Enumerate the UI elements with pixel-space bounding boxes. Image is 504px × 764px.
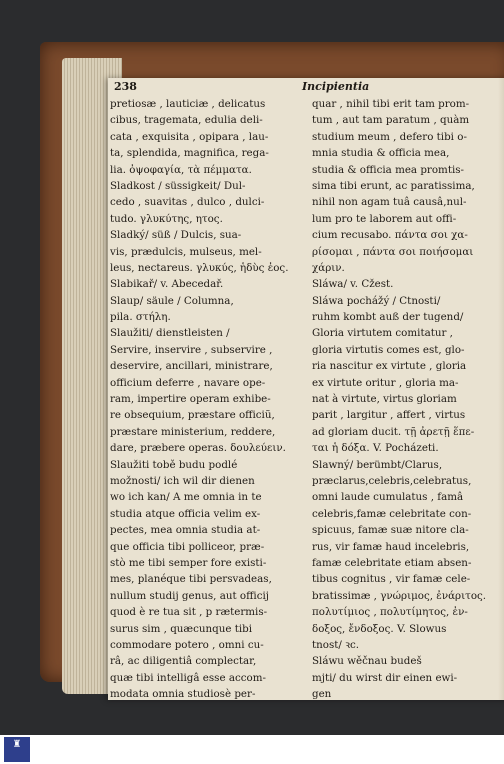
text-line: cibus, tragemata, edulia deli- [110, 114, 263, 127]
text-line: πολυτίμιος , πολυτίμητος, ἐν- [312, 606, 468, 619]
text-line: bratissimæ , γνώριμος, ἐνάριτος. [312, 589, 487, 602]
text-line: ex virtute oritur , gloria ma- [312, 376, 459, 389]
text-line: pila. στήλη. [110, 311, 171, 324]
text-line: ρίσομαι , πάντα σοι ποιήσομαι [312, 245, 474, 258]
text-line: parit , largitur , affert , virtus [312, 409, 466, 422]
text-line: Slabikař/ v. Abecedař. [110, 278, 224, 291]
text-line: lum pro te laborem aut offi- [312, 212, 457, 225]
text-line: tudo. γλυκύτης, ητος. [110, 212, 223, 225]
text-line: Gloria virtutem comitatur , [312, 327, 453, 340]
left-column [110, 96, 310, 702]
text-line: wo ich kan/ A me omnia in te [110, 491, 262, 504]
text-line: Sláwa/ v. Cžest. [312, 278, 394, 291]
right-column [312, 96, 504, 702]
text-line: omni laude cumulatus , famâ [312, 491, 464, 504]
library-logo [4, 737, 30, 762]
text-line: spicuus, famæ suæ nitore cla- [312, 524, 469, 537]
footer-bar [0, 735, 504, 764]
text-line: sima tibi erunt, ac paratissima, [312, 179, 475, 192]
page-number: 238 [114, 80, 137, 93]
text-line: Slaužiti/ dienstleisten / [110, 327, 230, 340]
text-line: modata omnia studiosè per- [110, 688, 256, 701]
text-line: Servire, inservire , subservire , [110, 343, 273, 356]
text-line: stò me tibi semper fore existi- [110, 556, 267, 569]
text-line: râ, ac diligentiâ complectar, [110, 655, 257, 668]
text-line: studia atque officia velim ex- [110, 507, 261, 520]
text-line: mnia studia & officia mea, [312, 147, 450, 160]
text-line: ται ἡ δόξα. V. Pocházeti. [312, 442, 439, 455]
text-line: pectes, mea omnia studia at- [110, 524, 261, 537]
text-line: Sladký/ süß / Dulcis, sua- [110, 229, 242, 242]
text-line: gloria virtutis comes est, glo- [312, 343, 465, 356]
text-line: Slawný/ berümbt/Clarus, [312, 458, 443, 471]
text-line: ram, impertire operam exhibe- [110, 393, 271, 406]
text-line: rus, vir famæ haud incelebris, [312, 540, 470, 553]
text-line: Slaup/ säule / Columna, [110, 294, 234, 307]
text-line: præclarus,celebris,celebratus, [312, 474, 472, 487]
text-line: cium recusabo. πάντα σοι χα- [312, 229, 468, 242]
text-line: δοξος, ἔνδοξος. V. Slowus [312, 622, 447, 635]
running-title: Incipientia [302, 80, 370, 93]
text-line: Sladkost / süssigkeit/ Dul- [110, 179, 246, 192]
text-line: ad gloriam ducit. τῇ ἀρετῇ ἕπε- [312, 425, 475, 438]
text-line: officium deferre , navare ope- [110, 376, 266, 389]
text-line: Sláwa pochážý / Ctnosti/ [312, 294, 441, 307]
text-line: famæ celebritate etiam absen- [312, 556, 472, 569]
text-line: dare, præbere operas. δουλεύειν. [110, 442, 286, 455]
text-line: χάριν. [312, 261, 345, 274]
text-line: quod è re tua sit , p rætermis- [110, 606, 268, 619]
text-line: præstare ministerium, reddere, [110, 425, 276, 438]
text-line: vis, prædulcis, mulseus, mel- [110, 245, 262, 258]
text-line: surus sim , quæcunque tibi [110, 622, 253, 635]
text-line: ta, splendida, magnifica, rega- [110, 147, 269, 160]
seal-icon: ♜ [12, 739, 22, 750]
text-line: deservire, ancillari, ministrare, [110, 360, 273, 373]
book-page [108, 78, 504, 700]
text-line: Sláwu wěčnau budeš [312, 655, 422, 668]
text-line: cedo , suavitas , dulco , dulci- [110, 196, 265, 209]
text-line: re obsequium, præstare officiũ, [110, 409, 275, 422]
text-line: leus, nectareus. γλυκύς, ἡδὺς ἐος. [110, 261, 289, 274]
text-line: pretiosæ , lauticiæ , delicatus [110, 98, 266, 110]
text-line: nihil non agam tuâ causâ,nul- [312, 196, 467, 209]
text-line: quar , nihil tibi erit tam prom- [312, 98, 470, 110]
text-line: nat à virtute, virtus gloriam [312, 393, 457, 406]
text-line: nullum studij genus, aut officij [110, 589, 269, 602]
text-line: gen [312, 688, 332, 701]
text-line: commodare potero , omni cu- [110, 638, 264, 651]
text-line: lia. ὀψοφαγία, τὰ πέμματα. [110, 163, 252, 176]
text-line: quæ tibi intelligâ esse accom- [110, 671, 266, 684]
text-line: que officia tibi polliceor, præ- [110, 540, 265, 553]
text-line: tnost/ ꝛc. [312, 638, 360, 651]
text-line: cata , exquisita , opipara , lau- [110, 130, 269, 143]
text-line: ruhm kombt auß der tugend/ [312, 311, 464, 324]
text-line: celebris,famæ celebritate con- [312, 507, 472, 520]
text-line: ria nascitur ex virtute , gloria [312, 360, 467, 373]
text-line: studium meum , defero tibi o- [312, 130, 467, 143]
text-line: možnosti/ ich wil dir dienen [110, 474, 255, 487]
text-line: Slaužiti tobě budu podlé [110, 458, 238, 471]
page-header [114, 80, 494, 96]
text-line: tibus cognitus , vir famæ cele- [312, 573, 471, 586]
text-line: tum , aut tam paratum , quàm [312, 114, 470, 127]
text-line: studia & officia mea promtis- [312, 163, 465, 176]
text-line: mjti/ du wirst dir einen ewi- [312, 671, 458, 684]
text-line: mes, planéque tibi persvadeas, [110, 573, 272, 586]
